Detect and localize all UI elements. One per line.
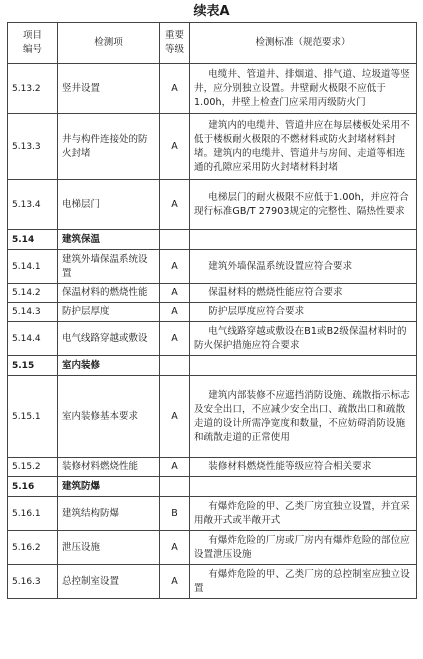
row-code: 5.13.2 <box>8 64 58 114</box>
row-code: 5.16 <box>8 477 58 497</box>
row-item: 电梯层门 <box>58 180 160 230</box>
row-item: 泄压设施 <box>58 531 160 565</box>
row-standard: 有爆炸危险的甲、乙类厂房的总控制室应独立设置 <box>190 565 417 599</box>
row-level: A <box>160 250 190 284</box>
row-item: 室内装修 <box>58 356 160 376</box>
row-code: 5.14.1 <box>8 250 58 284</box>
row-item: 井与构件连接处的防火封堵 <box>58 114 160 180</box>
row-code: 5.16.2 <box>8 531 58 565</box>
header-code: 项目 编号 <box>8 23 58 64</box>
row-standard: 有爆炸危险的甲、乙类厂房宜独立设置，并宜采用敞开式或半敞开式 <box>190 497 417 531</box>
table-row <box>8 497 417 531</box>
row-level: A <box>160 303 190 322</box>
row-standard: 建筑内部装修不应遮挡消防设施、疏散指示标志及安全出口，不应减少安全出口、疏散出口和疏散走道的设计所需净宽度和数量，不应妨碍消防设施和疏散走道的正常使用 <box>190 376 417 458</box>
row-item: 室内装修基本要求 <box>58 376 160 458</box>
header-standard: 检测标准（规范要求） <box>190 23 417 64</box>
row-code: 5.15 <box>8 356 58 376</box>
row-code: 5.13.4 <box>8 180 58 230</box>
row-level <box>160 230 190 250</box>
table-row <box>8 64 417 114</box>
row-code: 5.13.3 <box>8 114 58 180</box>
row-standard: 电梯层门的耐火极限不应低于1.00h，并应符合现行标准GB/T 27903规定的完整性、隔热性要求 <box>190 180 417 230</box>
row-code: 5.16.1 <box>8 497 58 531</box>
row-item: 竖井设置 <box>58 64 160 114</box>
row-level <box>160 477 190 497</box>
table-row <box>8 458 417 477</box>
section-row <box>8 230 417 250</box>
row-item: 保温材料的燃烧性能 <box>58 284 160 303</box>
row-level <box>160 356 190 376</box>
section-row <box>8 356 417 376</box>
table-row <box>8 322 417 356</box>
table-row <box>8 284 417 303</box>
table-row <box>8 180 417 230</box>
row-level: A <box>160 376 190 458</box>
row-standard: 建筑内的电缆井、管道井应在每层楼板处采用不低于楼板耐火极限的不燃材料或防火封堵材料封堵。建筑内的电缆井、管道井与房间、走道等相连通的孔隙应采用防火封堵材料封堵 <box>190 114 417 180</box>
section-row <box>8 477 417 497</box>
row-level: A <box>160 565 190 599</box>
row-item: 建筑结构防爆 <box>58 497 160 531</box>
table-row <box>8 531 417 565</box>
row-standard: 防护层厚度应符合要求 <box>190 303 417 322</box>
row-item: 电气线路穿越或敷设 <box>58 322 160 356</box>
row-standard: 有爆炸危险的厂房或厂房内有爆炸危险的部位应设置泄压设施 <box>190 531 417 565</box>
row-item: 总控制室设置 <box>58 565 160 599</box>
header-row <box>8 23 417 64</box>
table-row <box>8 250 417 284</box>
row-code: 5.15.1 <box>8 376 58 458</box>
row-code: 5.16.3 <box>8 565 58 599</box>
row-level: A <box>160 458 190 477</box>
row-code: 5.14.4 <box>8 322 58 356</box>
row-level: A <box>160 180 190 230</box>
table-caption: 续表A <box>193 4 230 19</box>
row-level: B <box>160 497 190 531</box>
row-item: 装修材料燃烧性能 <box>58 458 160 477</box>
header-item: 检测项 <box>58 23 160 64</box>
row-level: A <box>160 114 190 180</box>
header-level: 重要 等级 <box>160 23 190 64</box>
inspection-table <box>7 22 417 599</box>
row-standard: 建筑外墙保温系统设置应符合要求 <box>190 250 417 284</box>
table-row <box>8 303 417 322</box>
row-standard: 保温材料的燃烧性能应符合要求 <box>190 284 417 303</box>
row-level: A <box>160 64 190 114</box>
row-item: 防护层厚度 <box>58 303 160 322</box>
row-item: 建筑保温 <box>58 230 160 250</box>
row-standard <box>190 356 417 376</box>
table-row <box>8 114 417 180</box>
table-row <box>8 565 417 599</box>
row-level: A <box>160 284 190 303</box>
row-code: 5.14.3 <box>8 303 58 322</box>
row-code: 5.15.2 <box>8 458 58 477</box>
row-code: 5.14.2 <box>8 284 58 303</box>
row-standard: 装修材料燃烧性能等级应符合相关要求 <box>190 458 417 477</box>
row-item: 建筑防爆 <box>58 477 160 497</box>
row-code: 5.14 <box>8 230 58 250</box>
row-level: A <box>160 322 190 356</box>
row-standard: 电缆井、管道井、排烟道、排气道、垃圾道等竖井，应分别独立设置。井壁耐火极限不应低于1.00h，井壁上检查门应采用丙级防火门 <box>190 64 417 114</box>
row-level: A <box>160 531 190 565</box>
row-standard: 电气线路穿越或敷设在B1或B2级保温材料时的防火保护措施应符合要求 <box>190 322 417 356</box>
table-body <box>8 64 417 599</box>
row-standard <box>190 477 417 497</box>
row-standard <box>190 230 417 250</box>
row-item: 建筑外墙保温系统设置 <box>58 250 160 284</box>
table-row <box>8 376 417 458</box>
